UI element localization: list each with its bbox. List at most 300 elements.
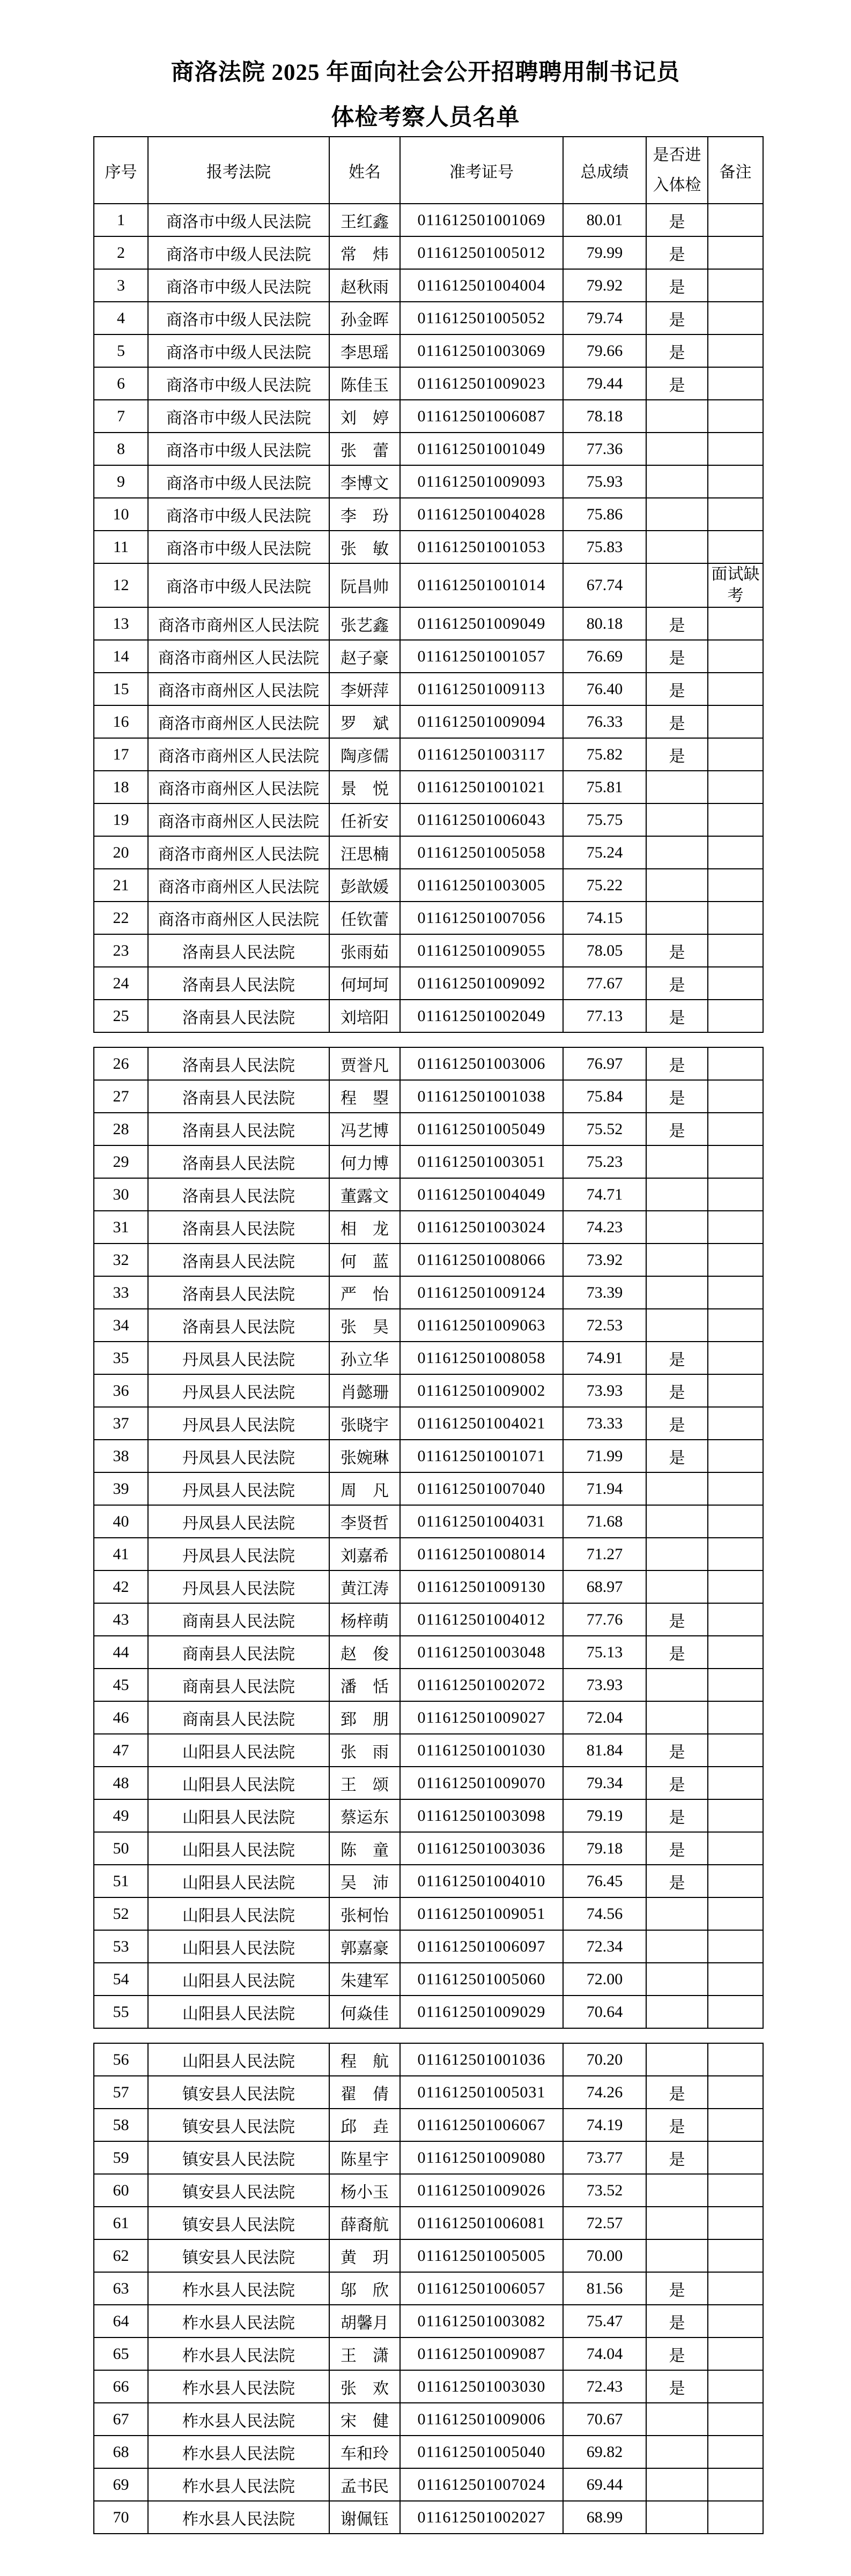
cell-enter-exam [646,2174,708,2207]
table-row [94,2076,763,2109]
cell-note [708,1244,763,1276]
cell-note [708,1669,763,1701]
cell-ticket: 011612501007056 [400,902,563,934]
table-row [94,738,763,771]
cell-court: 柞水县人民法院 [148,2436,329,2468]
cell-no: 8 [94,433,148,465]
cell-enter-exam [646,2436,708,2468]
cell-name: 孟书民 [329,2468,400,2501]
cell-no: 36 [94,1374,148,1407]
cell-no: 70 [94,2501,148,2534]
table-row [94,1374,763,1407]
table-row [94,1669,763,1701]
cell-court: 丹凤县人民法院 [148,1472,329,1505]
cell-ticket: 011612501009093 [400,465,563,498]
cell-no: 46 [94,1701,148,1734]
cell-no: 5 [94,334,148,367]
cell-enter-exam [646,433,708,465]
cell-court: 镇安县人民法院 [148,2174,329,2207]
table-row [94,433,763,465]
cell-ticket: 011612501009006 [400,2403,563,2436]
cell-name: 彭歆媛 [329,869,400,902]
cell-court: 商南县人民法院 [148,1669,329,1701]
table-row [94,563,763,607]
cell-name: 刘培阳 [329,1000,400,1032]
cell-name: 张柯怡 [329,1897,400,1930]
cell-court: 丹凤县人民法院 [148,1570,329,1603]
table-row [94,607,763,640]
cell-note [708,2370,763,2403]
cell-note [708,465,763,498]
cell-score: 75.83 [563,531,646,563]
cell-enter-exam: 是 [646,1799,708,1832]
cell-no: 62 [94,2239,148,2272]
cell-court: 洛南县人民法院 [148,934,329,967]
cell-court: 洛南县人民法院 [148,1000,329,1032]
cell-score: 79.74 [563,302,646,334]
table-row [94,2272,763,2305]
cell-note [708,803,763,836]
cell-ticket: 011612501003006 [400,1047,563,1080]
cell-enter-exam [646,2043,708,2076]
cell-court: 商洛市中级人民法院 [148,334,329,367]
cell-name: 胡馨月 [329,2305,400,2337]
cell-note [708,2076,763,2109]
cell-enter-exam [646,1211,708,1244]
cell-ticket: 011612501005031 [400,2076,563,2109]
cell-name: 翟 倩 [329,2076,400,2109]
table-row [94,836,763,869]
cell-no: 53 [94,1930,148,1963]
cell-score: 74.23 [563,1211,646,1244]
cell-court: 山阳县人民法院 [148,2043,329,2076]
cell-court: 洛南县人民法院 [148,1178,329,1211]
table-row [94,2370,763,2403]
cell-enter-exam [646,1963,708,1996]
cell-name: 阮昌帅 [329,563,400,607]
cell-enter-exam: 是 [646,2305,708,2337]
cell-enter-exam [646,2403,708,2436]
cell-name: 陈 童 [329,1832,400,1865]
cell-enter-exam: 是 [646,1603,708,1636]
cell-score: 75.84 [563,1080,646,1113]
cell-name: 潘 恬 [329,1669,400,1701]
cell-ticket: 011612501009029 [400,1996,563,2028]
cell-ticket: 011612501006087 [400,400,563,433]
cell-court: 丹凤县人民法院 [148,1342,329,1374]
cell-enter-exam: 是 [646,302,708,334]
cell-name: 杨梓萌 [329,1603,400,1636]
cell-ticket: 011612501004004 [400,269,563,302]
cell-score: 77.13 [563,1000,646,1032]
cell-note [708,771,763,803]
cell-court: 商洛市中级人民法院 [148,531,329,563]
cell-no: 59 [94,2141,148,2174]
cell-no: 15 [94,673,148,705]
table-row [94,1309,763,1342]
cell-enter-exam: 是 [646,367,708,400]
cell-ticket: 011612501002027 [400,2501,563,2534]
table-row [94,1080,763,1113]
cell-name: 孙立华 [329,1342,400,1374]
col-header-name: 姓名 [329,137,400,204]
table-row [94,1832,763,1865]
cell-score: 73.39 [563,1276,646,1309]
cell-note [708,236,763,269]
table-row [94,2109,763,2141]
cell-court: 商洛市商州区人民法院 [148,640,329,673]
cell-score: 74.91 [563,1342,646,1374]
cell-ticket: 011612501009130 [400,1570,563,1603]
cell-score: 77.67 [563,967,646,1000]
cell-score: 75.52 [563,1113,646,1145]
cell-ticket: 011612501009092 [400,967,563,1000]
cell-no: 9 [94,465,148,498]
table-row [94,934,763,967]
cell-court: 柞水县人民法院 [148,2370,329,2403]
cell-enter-exam: 是 [646,607,708,640]
cell-note [708,1734,763,1767]
col-header-ticket: 准考证号 [400,137,563,204]
cell-name: 张艺鑫 [329,607,400,640]
cell-score: 71.99 [563,1440,646,1472]
cell-note [708,1374,763,1407]
cell-enter-exam: 是 [646,1080,708,1113]
cell-note [708,2239,763,2272]
cell-no: 28 [94,1113,148,1145]
cell-name: 冯艺博 [329,1113,400,1145]
table-row [94,967,763,1000]
cell-court: 丹凤县人民法院 [148,1538,329,1570]
cell-name: 李 玢 [329,498,400,531]
cell-score: 71.27 [563,1538,646,1570]
cell-no: 61 [94,2207,148,2239]
cell-ticket: 011612501003098 [400,1799,563,1832]
cell-score: 74.26 [563,2076,646,2109]
cell-enter-exam [646,498,708,531]
cell-enter-exam [646,1996,708,2028]
cell-ticket: 011612501001069 [400,204,563,236]
cell-court: 镇安县人民法院 [148,2239,329,2272]
cell-enter-exam [646,1701,708,1734]
cell-ticket: 011612501003005 [400,869,563,902]
cell-enter-exam [646,1178,708,1211]
table-body-section-3 [94,2043,763,2534]
cell-ticket: 011612501003030 [400,2370,563,2403]
cell-score: 73.92 [563,1244,646,1276]
cell-enter-exam [646,1309,708,1342]
cell-score: 75.47 [563,2305,646,2337]
col-header-no: 序号 [94,137,148,204]
cell-no: 1 [94,204,148,236]
cell-no: 18 [94,771,148,803]
cell-ticket: 011612501004010 [400,1865,563,1897]
table-row [94,1734,763,1767]
cell-court: 商洛市商州区人民法院 [148,836,329,869]
cell-enter-exam: 是 [646,1113,708,1145]
cell-court: 山阳县人民法院 [148,1897,329,1930]
cell-no: 11 [94,531,148,563]
cell-ticket: 011612501009027 [400,1701,563,1734]
cell-ticket: 011612501009051 [400,1897,563,1930]
cell-enter-exam [646,1930,708,1963]
cell-court: 柞水县人民法院 [148,2305,329,2337]
table-row [94,2468,763,2501]
cell-note [708,531,763,563]
cell-name: 赵 俊 [329,1636,400,1669]
cell-score: 80.18 [563,607,646,640]
col-header-court: 报考法院 [148,137,329,204]
cell-no: 37 [94,1407,148,1440]
cell-no: 64 [94,2305,148,2337]
cell-ticket: 011612501001057 [400,640,563,673]
cell-court: 山阳县人民法院 [148,1832,329,1865]
cell-no: 26 [94,1047,148,1080]
cell-note [708,2305,763,2337]
table-row [94,1276,763,1309]
table-row [94,1603,763,1636]
cell-ticket: 011612501005049 [400,1113,563,1145]
cell-ticket: 011612501002049 [400,1000,563,1032]
cell-enter-exam: 是 [646,2076,708,2109]
cell-note [708,2272,763,2305]
cell-enter-exam [646,1538,708,1570]
cell-score: 79.18 [563,1832,646,1865]
table-row [94,1342,763,1374]
cell-no: 17 [94,738,148,771]
cell-note [708,836,763,869]
cell-enter-exam: 是 [646,334,708,367]
cell-no: 40 [94,1505,148,1538]
cell-note [708,1963,763,1996]
cell-note [708,1472,763,1505]
cell-note [708,1570,763,1603]
table-row [94,1211,763,1244]
cell-enter-exam [646,1276,708,1309]
cell-ticket: 011612501003051 [400,1145,563,1178]
cell-court: 柞水县人民法院 [148,2403,329,2436]
table-row [94,1047,763,1080]
cell-ticket: 011612501009055 [400,934,563,967]
cell-ticket: 011612501001071 [400,1440,563,1472]
cell-no: 31 [94,1211,148,1244]
cell-score: 72.53 [563,1309,646,1342]
table-row [94,2305,763,2337]
cell-no: 51 [94,1865,148,1897]
cell-no: 49 [94,1799,148,1832]
cell-name: 贾誉凡 [329,1047,400,1080]
cell-court: 商洛市商州区人民法院 [148,705,329,738]
table-row [94,1538,763,1570]
cell-note [708,1799,763,1832]
cell-enter-exam [646,1472,708,1505]
cell-name: 任钦蕾 [329,902,400,934]
cell-name: 李博文 [329,465,400,498]
cell-enter-exam [646,902,708,934]
cell-court: 商南县人民法院 [148,1636,329,1669]
cell-note [708,673,763,705]
cell-score: 80.01 [563,204,646,236]
table-row [94,771,763,803]
col-header-enter-exam [646,137,708,204]
cell-name: 王红鑫 [329,204,400,236]
cell-enter-exam: 是 [646,1832,708,1865]
cell-ticket: 011612501004012 [400,1603,563,1636]
cell-name: 李思瑶 [329,334,400,367]
cell-court: 商洛市商州区人民法院 [148,607,329,640]
table-row [94,1701,763,1734]
cell-no: 14 [94,640,148,673]
cell-enter-exam [646,400,708,433]
cell-score: 76.40 [563,673,646,705]
cell-enter-exam: 是 [646,2141,708,2174]
cell-score: 72.57 [563,2207,646,2239]
cell-enter-exam: 是 [646,236,708,269]
cell-no: 25 [94,1000,148,1032]
cell-score: 76.45 [563,1865,646,1897]
cell-court: 山阳县人民法院 [148,1734,329,1767]
cell-note [708,433,763,465]
cell-no: 33 [94,1276,148,1309]
cell-enter-exam: 是 [646,1865,708,1897]
cell-score: 74.71 [563,1178,646,1211]
cell-ticket: 011612501004021 [400,1407,563,1440]
table-row [94,2174,763,2207]
cell-no: 44 [94,1636,148,1669]
cell-ticket: 011612501003024 [400,1211,563,1244]
cell-note [708,1767,763,1799]
table-row [94,367,763,400]
cell-ticket: 011612501006043 [400,803,563,836]
cell-note [708,2109,763,2141]
cell-ticket: 011612501009026 [400,2174,563,2207]
cell-ticket: 011612501009113 [400,673,563,705]
cell-no: 13 [94,607,148,640]
cell-name: 何 蓝 [329,1244,400,1276]
cell-court: 商洛市商州区人民法院 [148,869,329,902]
cell-no: 7 [94,400,148,433]
table-row [94,1472,763,1505]
cell-name: 张晓宇 [329,1407,400,1440]
cell-no: 34 [94,1309,148,1342]
table-row [94,1897,763,1930]
cell-enter-exam: 是 [646,934,708,967]
cell-no: 23 [94,934,148,967]
cell-note [708,1145,763,1178]
cell-no: 45 [94,1669,148,1701]
cell-ticket: 011612501005040 [400,2436,563,2468]
col-header-enter-exam-text: 是否进 入体检 [653,146,701,194]
cell-ticket: 011612501004049 [400,1178,563,1211]
table-row [94,204,763,236]
cell-name: 周 凡 [329,1472,400,1505]
cell-name: 刘 婷 [329,400,400,433]
cell-no: 55 [94,1996,148,2028]
cell-enter-exam [646,531,708,563]
cell-enter-exam [646,2239,708,2272]
cell-ticket: 011612501001053 [400,531,563,563]
cell-note [708,607,763,640]
cell-enter-exam [646,465,708,498]
table-row [94,1767,763,1799]
cell-enter-exam: 是 [646,1440,708,1472]
cell-court: 丹凤县人民法院 [148,1374,329,1407]
cell-name: 张雨茹 [329,934,400,967]
cell-ticket: 011612501009080 [400,2141,563,2174]
cell-note [708,1832,763,1865]
table-row [94,2501,763,2534]
cell-name: 李贤哲 [329,1505,400,1538]
cell-court: 洛南县人民法院 [148,1309,329,1342]
cell-enter-exam [646,1669,708,1701]
cell-name: 张 敏 [329,531,400,563]
cell-name: 宋 健 [329,2403,400,2436]
cell-score: 68.97 [563,1570,646,1603]
cell-court: 洛南县人民法院 [148,1211,329,1244]
cell-ticket: 011612501009049 [400,607,563,640]
table-row [94,1865,763,1897]
cell-note [708,1996,763,2028]
cell-note [708,2141,763,2174]
cell-score: 70.67 [563,2403,646,2436]
col-header-score: 总成绩 [563,137,646,204]
table-row [94,2207,763,2239]
cell-note [708,204,763,236]
cell-no: 2 [94,236,148,269]
cell-no: 16 [94,705,148,738]
cell-score: 69.82 [563,2436,646,2468]
cell-no: 60 [94,2174,148,2207]
cell-enter-exam [646,1244,708,1276]
table-row [94,236,763,269]
cell-name: 李妍萍 [329,673,400,705]
cell-court: 镇安县人民法院 [148,2076,329,2109]
cell-name: 杨小玉 [329,2174,400,2207]
cell-ticket: 011612501008014 [400,1538,563,1570]
cell-score: 70.00 [563,2239,646,2272]
cell-enter-exam: 是 [646,2109,708,2141]
cell-ticket: 011612501006067 [400,2109,563,2141]
cell-court: 丹凤县人民法院 [148,1440,329,1472]
cell-ticket: 011612501005058 [400,836,563,869]
cell-court: 商洛市中级人民法院 [148,302,329,334]
cell-enter-exam [646,1897,708,1930]
cell-court: 商洛市中级人民法院 [148,400,329,433]
cell-name: 董露文 [329,1178,400,1211]
table-row [94,1505,763,1538]
cell-note [708,1440,763,1472]
cell-court: 柞水县人民法院 [148,2501,329,2534]
cell-score: 79.34 [563,1767,646,1799]
cell-score: 74.04 [563,2337,646,2370]
cell-name: 张婉琳 [329,1440,400,1472]
cell-no: 3 [94,269,148,302]
table-body-section-1 [94,204,763,1032]
cell-name: 赵秋雨 [329,269,400,302]
cell-score: 75.13 [563,1636,646,1669]
cell-enter-exam: 是 [646,1000,708,1032]
table-row [94,2337,763,2370]
table-row [94,2141,763,2174]
cell-score: 79.19 [563,1799,646,1832]
cell-court: 柞水县人民法院 [148,2272,329,2305]
cell-note [708,967,763,1000]
cell-ticket: 011612501002072 [400,1669,563,1701]
cell-court: 镇安县人民法院 [148,2109,329,2141]
cell-enter-exam [646,803,708,836]
cell-ticket: 011612501005052 [400,302,563,334]
cell-enter-exam: 是 [646,1636,708,1669]
